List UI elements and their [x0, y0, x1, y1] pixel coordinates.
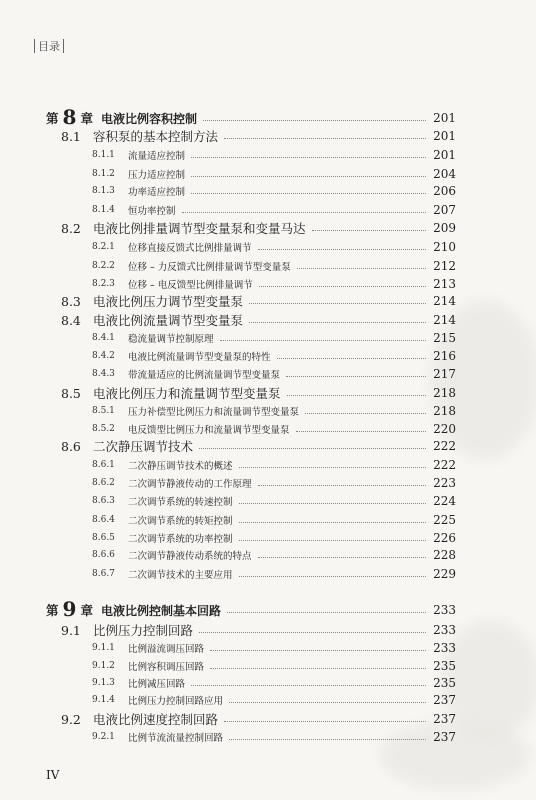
dot-leader	[229, 702, 426, 703]
dot-leader	[296, 431, 426, 432]
sub-title: 位移 – 电反馈型比例排量调节	[128, 280, 253, 291]
page-ref: 222	[433, 458, 456, 472]
dot-leader	[224, 138, 426, 139]
toc-entry-sub[interactable]	[0, 146, 536, 164]
toc-entry-section[interactable]	[0, 384, 536, 402]
sub-title: 二次调节系统的功率控制	[128, 534, 233, 545]
section-title: 容积泵的基本控制方法	[93, 129, 219, 144]
sub-title: 比例减压回路	[128, 679, 186, 690]
sub-title: 压力适应控制	[128, 170, 186, 181]
sub-title: 电液比例流量调节型变量泵的特性	[128, 352, 271, 363]
page-ref: 222	[433, 439, 456, 453]
section-number: 8.3	[61, 293, 81, 309]
sub-title: 电反馈型比例压力和流量调节型变量泵	[128, 425, 290, 436]
sub-title: 流量适应控制	[128, 151, 186, 162]
sub-number: 9.1.2	[92, 661, 115, 671]
sub-title: 功率适应控制	[128, 187, 186, 198]
toc-entry-sub[interactable]	[0, 347, 536, 365]
dot-leader	[224, 721, 426, 722]
dot-leader	[286, 376, 426, 377]
sub-number: 9.1.3	[92, 678, 115, 688]
page-ref: 201	[433, 111, 456, 125]
page-ref: 237	[433, 730, 456, 744]
toc-entry-sub[interactable]	[0, 257, 536, 275]
sub-number: 8.1.1	[92, 150, 115, 160]
page-ref: 214	[433, 313, 456, 327]
sub-title: 带流量适应的比例流量调节型变量泵	[128, 370, 281, 381]
page-ref: 209	[433, 221, 456, 235]
toc-entry-sub[interactable]	[0, 474, 536, 492]
sub-number: 8.2.3	[92, 279, 115, 289]
page-ref: 233	[433, 641, 456, 655]
dot-leader	[191, 176, 426, 177]
page-ref: 226	[433, 531, 456, 545]
toc-entry-section[interactable]	[0, 621, 536, 639]
page-ref: 206	[433, 184, 456, 198]
chapter-number: 9	[62, 597, 77, 621]
toc-entry-sub[interactable]	[0, 365, 536, 383]
dot-leader	[259, 286, 426, 287]
dot-leader	[220, 340, 426, 341]
sub-title: 比例压力控制回路应用	[128, 696, 224, 707]
chapter-prefix: 第	[46, 603, 59, 618]
toc-entry-section[interactable]	[0, 292, 536, 310]
toc-entry-sub[interactable]	[0, 529, 536, 547]
sub-title: 稳流量调节控制原理	[128, 334, 214, 345]
toc-entry-sub[interactable]	[0, 238, 536, 256]
toc-entry-chapter[interactable]	[0, 597, 536, 621]
dot-leader	[312, 230, 426, 231]
dot-leader	[191, 157, 426, 158]
sub-title: 位移 – 力反馈式比例排量调节型变量泵	[128, 262, 291, 273]
page-ref: 233	[433, 623, 456, 637]
sub-title: 位移直接反馈式比例排量调节	[128, 243, 252, 254]
toc-entry-sub[interactable]	[0, 546, 536, 564]
sub-title: 恒功率控制	[128, 206, 176, 217]
sub-title: 压力补偿型比例压力和流量调节型变量泵	[128, 407, 300, 418]
page-ref: 216	[433, 349, 456, 363]
sub-number: 8.4.2	[92, 351, 115, 361]
sub-title: 二次调节系统的转矩控制	[128, 516, 233, 527]
page-ref: 220	[433, 422, 456, 436]
dot-leader	[258, 485, 426, 486]
sub-title: 二次调节静液传动系统的特点	[128, 551, 252, 562]
dot-leader	[258, 557, 426, 558]
dot-leader	[249, 303, 426, 304]
chapter-title: 电液比例容积控制	[100, 111, 197, 126]
page-ref: 237	[433, 693, 456, 707]
sub-number: 8.4.1	[92, 333, 115, 343]
sub-number: 9.2.1	[92, 732, 115, 742]
sub-title: 比例节流流量控制回路	[128, 733, 224, 744]
page-ref: 210	[433, 240, 456, 254]
page-ref: 215	[433, 331, 456, 345]
page-ref: 214	[433, 294, 456, 308]
page-ref: 228	[433, 548, 456, 562]
toc-entry-section[interactable]	[0, 219, 536, 237]
dot-leader	[203, 120, 426, 121]
page-number: IV	[46, 768, 60, 782]
chapter-number: 8	[62, 105, 77, 129]
sub-number: 8.4.3	[92, 369, 115, 379]
sub-title: 二次调节静液传动的工作原理	[128, 479, 252, 490]
section-number: 9.1	[61, 622, 81, 638]
page-ref: 223	[433, 476, 456, 490]
dot-leader	[199, 632, 426, 633]
toc-entry-sub[interactable]	[0, 657, 536, 675]
dot-leader	[297, 268, 426, 269]
page-ref: 212	[433, 259, 456, 273]
dot-leader	[258, 249, 426, 250]
sub-number: 8.6.2	[92, 478, 115, 488]
dot-leader	[249, 322, 426, 323]
section-number: 8.4	[61, 312, 81, 328]
toc-entry-section[interactable]	[0, 311, 536, 329]
section-title: 比例压力控制回路	[93, 623, 194, 638]
section-number: 9.2	[61, 711, 81, 727]
toc-entry-sub[interactable]	[0, 728, 536, 746]
page-ref: 229	[433, 567, 456, 581]
dot-leader	[277, 358, 426, 359]
section-title: 电液比例压力和流量调节型变量泵	[93, 386, 281, 401]
dot-leader	[239, 576, 426, 577]
chapter-prefix: 第	[46, 111, 59, 126]
toc-entry-sub[interactable]	[0, 329, 536, 347]
dot-leader	[239, 522, 426, 523]
section-title: 电液比例排量调节型变量泵和变量马达	[93, 221, 306, 236]
sub-number: 8.6.4	[92, 515, 115, 525]
sub-number: 8.5.1	[92, 406, 115, 416]
sub-number: 8.6.7	[92, 569, 115, 579]
section-number: 8.5	[61, 385, 81, 401]
toc-entry-section[interactable]	[0, 127, 536, 145]
section-number: 8.1	[61, 128, 81, 144]
toc-entry-sub[interactable]	[0, 165, 536, 183]
dot-leader	[227, 612, 426, 613]
toc-entry-sub[interactable]	[0, 511, 536, 529]
header-label: 目录	[38, 40, 60, 53]
page-ref: 224	[433, 494, 456, 508]
sub-number: 8.1.3	[92, 186, 115, 196]
sub-number: 9.1.1	[92, 643, 115, 653]
dot-leader	[191, 685, 426, 686]
toc-entry-sub[interactable]	[0, 639, 536, 657]
page-ref: 201	[433, 148, 456, 162]
dot-leader	[210, 668, 426, 669]
section-number: 8.2	[61, 220, 81, 236]
page-ref: 235	[433, 676, 456, 690]
section-title: 电液比例速度控制回路	[93, 712, 219, 727]
toc-entry-sub[interactable]	[0, 275, 536, 293]
page-ref: 235	[433, 659, 456, 673]
page-ref: 233	[433, 603, 456, 617]
chapter-suffix: 章	[80, 603, 93, 618]
dot-leader	[210, 650, 426, 651]
page-ref: 207	[433, 203, 456, 217]
section-title: 电液比例压力调节型变量泵	[93, 294, 244, 309]
sub-title: 二次静压调节技术的概述	[128, 461, 233, 472]
toc-entry-chapter[interactable]	[0, 105, 536, 129]
dot-leader	[182, 212, 426, 213]
toc-entry-section[interactable]	[0, 710, 536, 728]
page-ref: 217	[433, 367, 456, 381]
toc-entry-sub[interactable]	[0, 565, 536, 583]
sub-number: 8.2.1	[92, 242, 115, 252]
toc-entry-section[interactable]	[0, 437, 536, 455]
page-ref: 201	[433, 129, 456, 143]
toc-entry-sub[interactable]	[0, 691, 536, 709]
dot-leader	[229, 739, 426, 740]
sub-number: 8.2.2	[92, 261, 115, 271]
chapter-title: 电液比例控制基本回路	[100, 603, 221, 618]
sub-number: 9.1.4	[92, 695, 115, 705]
sub-number: 8.1.2	[92, 169, 115, 179]
dot-leader	[239, 467, 426, 468]
page-ref: 213	[433, 277, 456, 291]
page-ref: 218	[433, 404, 456, 418]
dot-leader	[239, 540, 426, 541]
dot-leader	[199, 448, 426, 449]
sub-title: 比例溢流调压回路	[128, 644, 205, 655]
toc-entry-sub[interactable]	[0, 182, 536, 200]
section-title: 电液比例流量调节型变量泵	[93, 313, 244, 328]
page-ref: 237	[433, 712, 456, 726]
toc-entry-sub[interactable]	[0, 201, 536, 219]
sub-number: 8.1.4	[92, 205, 115, 215]
page-ref: 225	[433, 513, 456, 527]
toc-entry-sub[interactable]	[0, 674, 536, 692]
dot-leader	[287, 395, 426, 396]
sub-title: 二次调节系统的转速控制	[128, 497, 233, 508]
sub-title: 比例容积调压回路	[128, 662, 205, 673]
chapter-suffix: 章	[80, 111, 93, 126]
toc-entry-sub[interactable]	[0, 492, 536, 510]
section-number: 8.6	[61, 438, 81, 454]
toc-entry-sub[interactable]	[0, 402, 536, 420]
section-title: 二次静压调节技术	[93, 439, 194, 454]
dot-leader	[191, 193, 426, 194]
sub-number: 8.6.1	[92, 460, 115, 470]
page-ref: 204	[433, 167, 456, 181]
page-ref: 218	[433, 386, 456, 400]
sub-number: 8.6.5	[92, 533, 115, 543]
sub-number: 8.6.3	[92, 496, 115, 506]
sub-number: 8.5.2	[92, 424, 115, 434]
dot-leader	[305, 413, 426, 414]
sub-number: 8.6.6	[92, 550, 115, 560]
sub-title: 二次调节技术的主要应用	[128, 570, 233, 581]
toc-entry-sub[interactable]	[0, 456, 536, 474]
toc-entry-sub[interactable]	[0, 420, 536, 438]
dot-leader	[239, 503, 426, 504]
